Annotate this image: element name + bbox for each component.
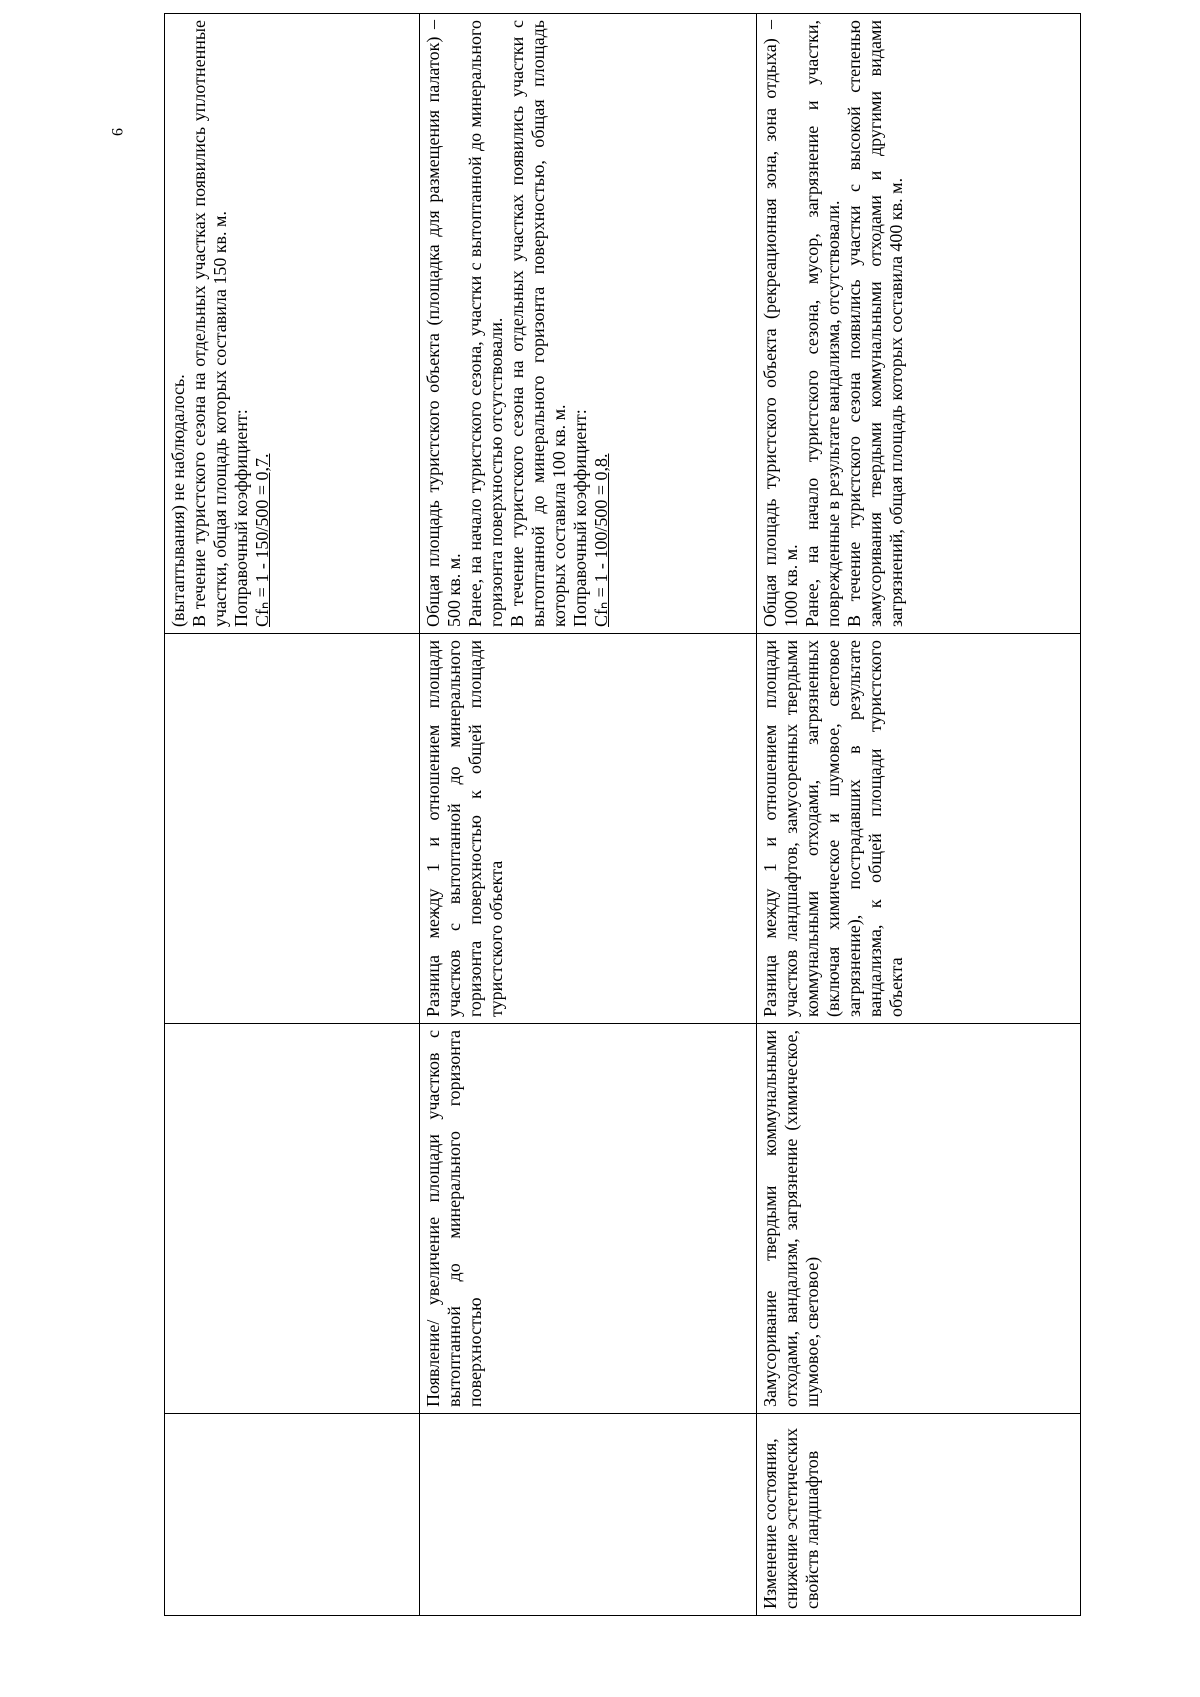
factor-text: Изменение состояния, снижение эстетических свойств ландшафтов (760, 1427, 822, 1609)
example-formula: Cfₙ = 1 - 150/500 = 0,7. (252, 453, 272, 627)
table-cell-indicator: Замусоривание твердыми коммунальными отходами, вандализм, загрязнение (химическое, шумовое, световое) (757, 1024, 1081, 1414)
table-cell-example (420, 14, 757, 634)
table-cell-example (165, 14, 420, 634)
rotated-page-content (164, 20, 1080, 1616)
example-formula: Cfₙ = 1 - 100/500 = 0,8. (591, 453, 611, 627)
page-number: 9 (108, 128, 125, 136)
table-row (757, 14, 1081, 1616)
example-line: В течение туристского сезона на отдельных участках появились уплотненные участки, общая площадь которых составила 150 кв. м. (189, 20, 230, 627)
example-line: Общая площадь туристского объекта (рекреационная зона, зона отдыха) – 1000 кв. м. (760, 20, 801, 627)
example-line: (вытаптывания) не наблюдалось. (168, 374, 188, 627)
example-line: Ранее, на начало туристского сезона, мусор, загрязнение и участки, поврежденные в результате вандализма, отсутствовали. (802, 20, 843, 627)
example-line: Общая площадь туристского объекта (площадка для размещения палаток) – 500 кв. м. (423, 20, 464, 627)
table-cell-example (757, 14, 1081, 634)
example-line: Поправочный коэффициент: (231, 409, 251, 627)
table-cell-method: Разница между 1 и отношением площади участков ландшафтов, замусоренных твердыми коммунальными отходами, загрязненных (включая химическое и шумовое, световое загрязнение), пострадавших в результате вандализма, к общей площади туристского объекта (757, 634, 1081, 1024)
table-row (165, 14, 420, 1616)
table-cell-method: Разница между 1 и отношением площади участков с вытоптанной до минерального горизонта поверхностью к общей площади туристского объекта (420, 634, 757, 1024)
example-line: Поправочный коэффициент: (570, 409, 590, 627)
example-line: Ранее, на начало туристского сезона, участки с вытоптанной до минерального горизонта поверхностью отсутствовали. (465, 20, 506, 627)
table-cell-indicator (165, 1024, 420, 1414)
example-line: В течение туристского сезона на отдельных участках появились участки с вытоптанной до минерального горизонта поверхностью, общая площадь которых составила 100 кв. м. (507, 20, 569, 627)
example-line: В течение туристского сезона появились участки с высокой степенью замусоривания твердыми коммунальными отходами и другими видами загрязнений, общая площадь которых составила 400 кв. м. (844, 20, 906, 627)
table-cell-indicator: Появление/ увеличение площади участков с вытоптанной до минерального горизонта поверхностью (420, 1024, 757, 1414)
table-cell-factor (757, 1414, 1081, 1616)
table-row (420, 14, 757, 1616)
criteria-table (164, 13, 1081, 1616)
table-cell-factor (420, 1414, 757, 1616)
table-cell-method (165, 634, 420, 1024)
table-cell-factor (165, 1414, 420, 1616)
